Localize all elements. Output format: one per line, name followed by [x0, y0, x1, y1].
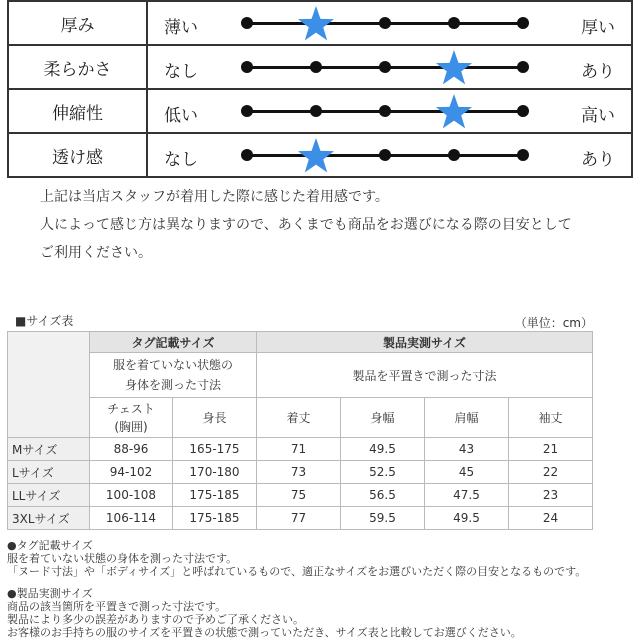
scale-dot — [517, 61, 529, 73]
feel-low-label: なし — [164, 150, 198, 170]
scale-dot — [241, 149, 253, 161]
feel-low-label: なし — [164, 62, 198, 82]
size-cell-length: 77 — [257, 507, 341, 530]
note-line-1: 上記は当店スタッフが着用した際に感じた着用感です。 — [40, 189, 389, 205]
rating-star-icon — [297, 137, 335, 175]
feel-label: 厚み — [8, 1, 147, 45]
scale-dot — [517, 105, 529, 117]
size-cell-width: 59.5 — [341, 507, 425, 530]
feel-high-label: 厚い — [581, 18, 615, 38]
actual-size-header: 製品実測サイズ — [257, 332, 593, 353]
scale-dot — [310, 61, 322, 73]
feel-scale — [148, 46, 631, 88]
size-cell-sleeve: 23 — [509, 484, 593, 507]
note-line-3: ご利用ください。 — [40, 245, 152, 261]
size-cell-length: 73 — [257, 461, 341, 484]
size-cell-height: 175-185 — [173, 507, 257, 530]
size-cell-shoulder: 43 — [425, 438, 509, 461]
size-row-label: LLサイズ — [8, 484, 90, 507]
actual-size-desc: 製品を平置きで測った寸法 — [257, 353, 593, 398]
feel-row — [8, 133, 632, 177]
size-row — [8, 484, 593, 507]
feel-scale-cell — [147, 1, 632, 45]
scale-dot — [379, 61, 391, 73]
feel-scale — [148, 134, 631, 176]
tag-size-desc: 服を着ていない状態の身体を測った寸法 — [90, 353, 257, 398]
scale-dot — [310, 105, 322, 117]
size-row — [8, 438, 593, 461]
feel-label: 柔らかさ — [8, 45, 147, 89]
feel-row — [8, 1, 632, 45]
tag-size-header: タグ記載サイズ — [90, 332, 257, 353]
size-cell-width: 49.5 — [341, 438, 425, 461]
size-row-label: Mサイズ — [8, 438, 90, 461]
feel-low-label: 薄い — [164, 18, 198, 38]
size-cell-height: 170-180 — [173, 461, 257, 484]
rating-star-icon — [297, 5, 335, 43]
feel-scale-cell — [147, 133, 632, 177]
feel-row — [8, 45, 632, 89]
footnote-tag-line-2: 「ヌード寸法」や「ボディサイズ」と呼ばれているもので、適正なサイズをお選びいただく際の目安となるものです。 — [7, 565, 587, 578]
footnote-tag-title: ●タグ記載サイズ — [7, 539, 93, 552]
scale-dot — [448, 17, 460, 29]
scale-dot — [448, 149, 460, 161]
scale-dot — [379, 149, 391, 161]
col-height: 身長 — [173, 398, 257, 438]
feel-table — [7, 0, 633, 178]
rating-star-icon — [435, 49, 473, 87]
col-chest: チェスト(胸囲) — [90, 398, 173, 438]
size-row-label: 3XLサイズ — [8, 507, 90, 530]
feel-high-label: 高い — [581, 106, 615, 126]
size-cell-width: 52.5 — [341, 461, 425, 484]
size-cell-height: 165-175 — [173, 438, 257, 461]
size-cell-shoulder: 49.5 — [425, 507, 509, 530]
scale-dot — [379, 17, 391, 29]
size-cell-sleeve: 22 — [509, 461, 593, 484]
size-row — [8, 507, 593, 530]
size-cell-shoulder: 45 — [425, 461, 509, 484]
scale-dot — [241, 61, 253, 73]
scale-dot — [517, 149, 529, 161]
size-cell-sleeve: 24 — [509, 507, 593, 530]
feel-high-label: あり — [581, 62, 615, 82]
feel-low-label: 低い — [164, 106, 198, 126]
scale-dot — [241, 105, 253, 117]
rating-star-icon — [435, 93, 473, 131]
scale-dot — [517, 17, 529, 29]
feel-high-label: あり — [581, 150, 615, 170]
col-shoulder: 肩幅 — [425, 398, 509, 438]
feel-scale-cell — [147, 45, 632, 89]
col-length: 着丈 — [257, 398, 341, 438]
col-width: 身幅 — [341, 398, 425, 438]
footnote-actual-line-3: お客様のお手持ちの服のサイズを平置きの状態で測っていただき、サイズ表と比較してお選びください。 — [7, 626, 522, 639]
note-line-2: 人によって感じ方は異なりますので、あくまでも商品をお選びになる際の目安として — [40, 217, 572, 233]
size-row — [8, 461, 593, 484]
feel-label: 伸縮性 — [8, 89, 147, 133]
scale-dot — [241, 17, 253, 29]
size-table-unit: （単位：cm） — [514, 316, 593, 330]
size-cell-width: 56.5 — [341, 484, 425, 507]
feel-scale — [148, 2, 631, 44]
size-table-caption: ■サイズ表 — [15, 314, 74, 328]
feel-label: 透け感 — [8, 133, 147, 177]
footnote-actual-line-2: 製品により多少の誤差がありますので予めご了承ください。 — [7, 613, 304, 626]
size-corner-cell — [8, 332, 90, 438]
size-cell-chest: 100-108 — [90, 484, 173, 507]
size-cell-sleeve: 21 — [509, 438, 593, 461]
size-cell-shoulder: 47.5 — [425, 484, 509, 507]
size-cell-length: 75 — [257, 484, 341, 507]
size-row-label: Lサイズ — [8, 461, 90, 484]
feel-scale — [148, 90, 631, 132]
footnote-actual-line-1: 商品の該当箇所を平置きで測った寸法です。 — [7, 600, 227, 613]
size-cell-chest: 94-102 — [90, 461, 173, 484]
footnote-tag-line-1: 服を着ていない状態の身体を測った寸法です。 — [7, 552, 238, 565]
size-table — [7, 331, 593, 530]
size-cell-chest: 88-96 — [90, 438, 173, 461]
scale-dot — [379, 105, 391, 117]
feel-scale-cell — [147, 89, 632, 133]
size-cell-length: 71 — [257, 438, 341, 461]
size-cell-height: 175-185 — [173, 484, 257, 507]
feel-row — [8, 89, 632, 133]
col-sleeve: 袖丈 — [509, 398, 593, 438]
size-cell-chest: 106-114 — [90, 507, 173, 530]
footnote-actual-title: ●製品実測サイズ — [7, 587, 93, 600]
